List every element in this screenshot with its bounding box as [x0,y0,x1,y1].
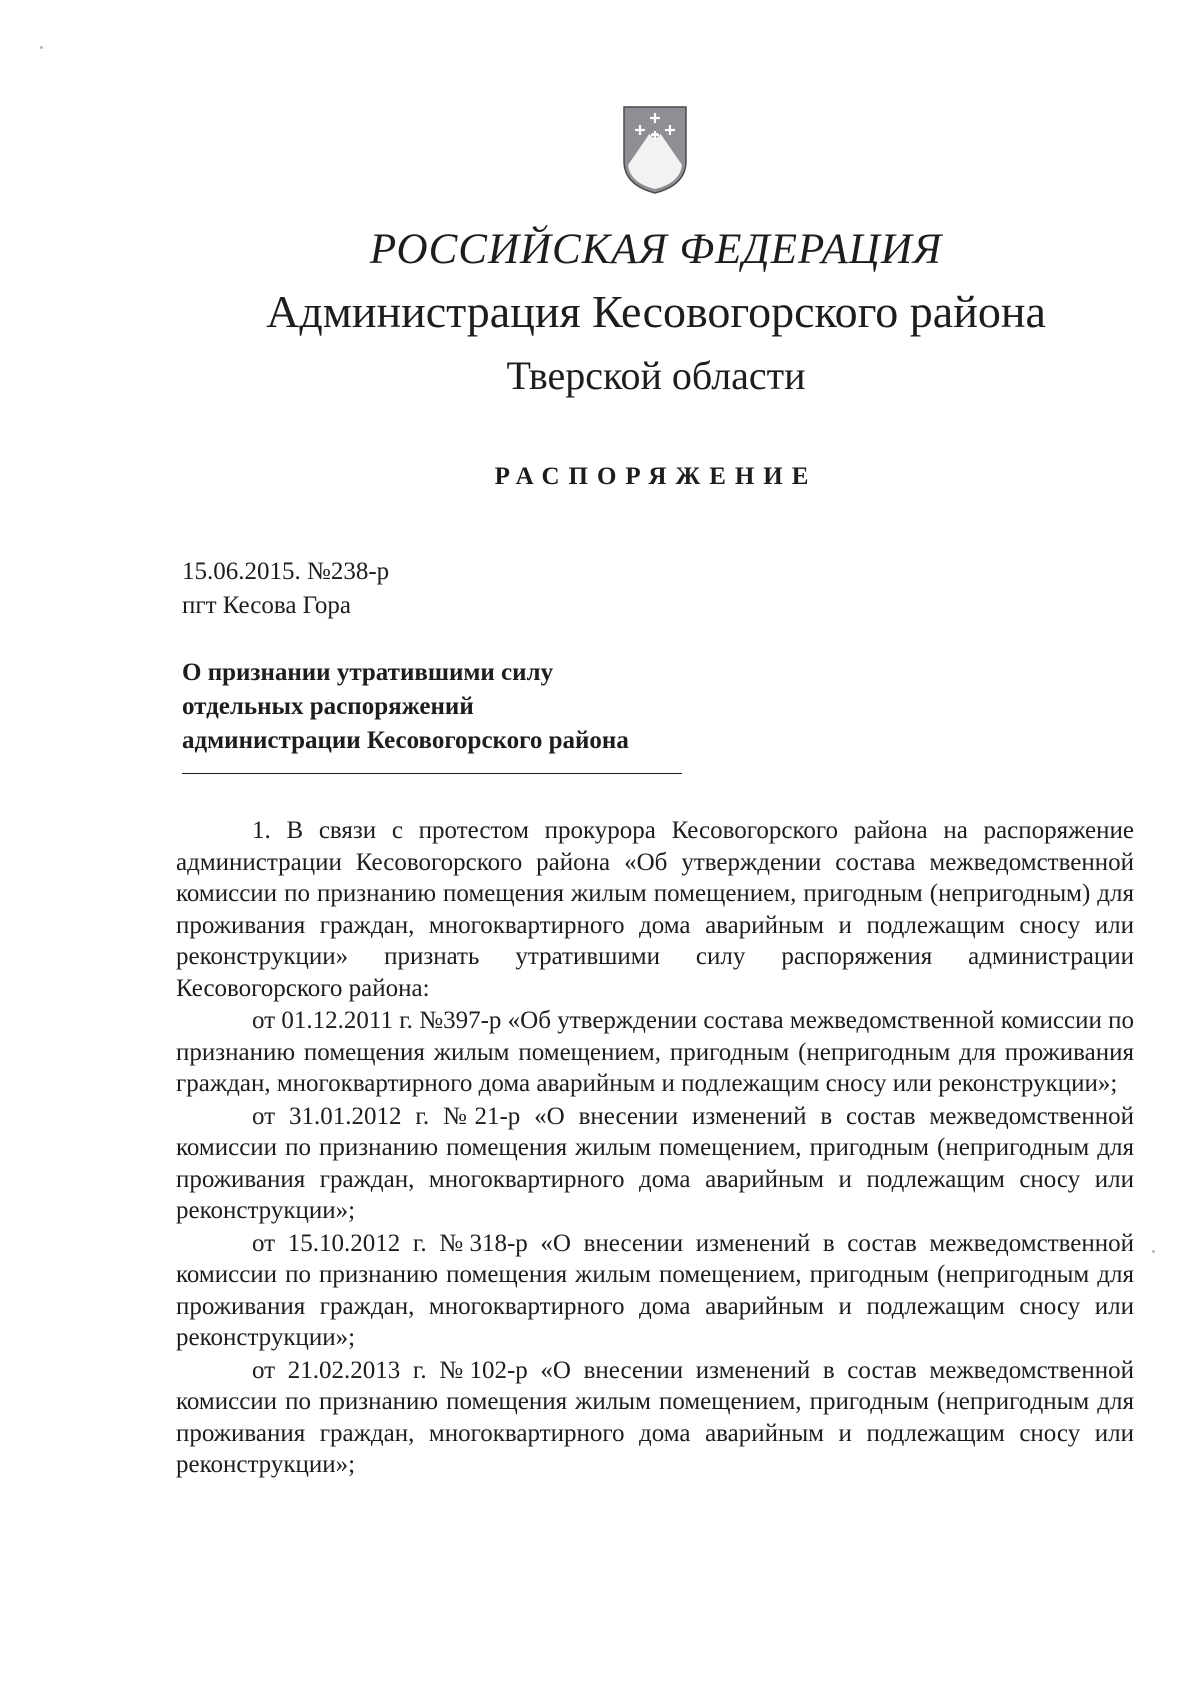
document-subject [182,656,629,758]
document-type: РАСПОРЯЖЕНИЕ [494,463,818,490]
list-item: от 15.10.2012 г. №318-р «О внесении изменений в состав межведомственной комиссии по признанию помещения жилым помещением, пригодным (непригодным для проживания граждан, многоквартирного дома аварийным и подлежащим сносу или реконструкции»; [176,1229,1134,1351]
federation-title: РОССИЙСКАЯ ФЕДЕРАЦИЯ [369,226,943,273]
date-number: 15.06.2015. №238-р [182,558,390,585]
list-item: от 21.02.2013 г. №102-р «О внесении изменений в состав межведомственной комиссии по признанию помещения жилым помещением, пригодным (непригодным для проживания граждан, многоквартирного дома аварийным и подлежащим сносу или реконструкции»; [176,1356,1134,1478]
subject-line: отдельных распоряжений [182,693,474,720]
administration-title: Администрация Кесовогорского района [266,286,1046,337]
list-item: от 01.12.2011 г. №397-р «Об утверждении состава межведомственной комиссии по признанию помещения жилым помещением, пригодным (непригодным для проживания граждан, многоквартирного дома аварийным и подлежащим сносу или реконструкции»; [176,1007,1134,1097]
region-title: Тверской области [506,353,806,398]
scan-speck [1152,1250,1155,1253]
document-body [176,815,1134,1481]
place: пгт Кесова Гора [182,592,352,619]
coat-of-arms-icon [620,103,690,195]
list-item: от 31.01.2012 г. №21-р «О внесении изменений в состав межведомственной комиссии по признанию помещения жилым помещением, пригодным (непригодным для проживания граждан, многоквартирного дома аварийным и подлежащим сносу или реконструкции»; [176,1102,1134,1224]
scan-speck [40,46,43,49]
subject-divider [182,773,682,774]
subject-line: О признании утратившими силу [182,659,554,686]
subject-line: администрации Кесовогорского района [182,727,629,754]
body-paragraph-intro: 1. В связи с протестом прокурора Кесовогорского района на распоряжение администрации Кесовогорского района «Об утверждении состава межведомственной комиссии по признанию помещения жилым помещением, пригодным (непригодным) для проживания граждан, многоквартирного дома аварийным и подлежащим сносу или реконструкции» признать утратившими силу распоряжения администрации Кесовогорского района: [176,817,1134,1002]
document-meta [182,555,389,623]
